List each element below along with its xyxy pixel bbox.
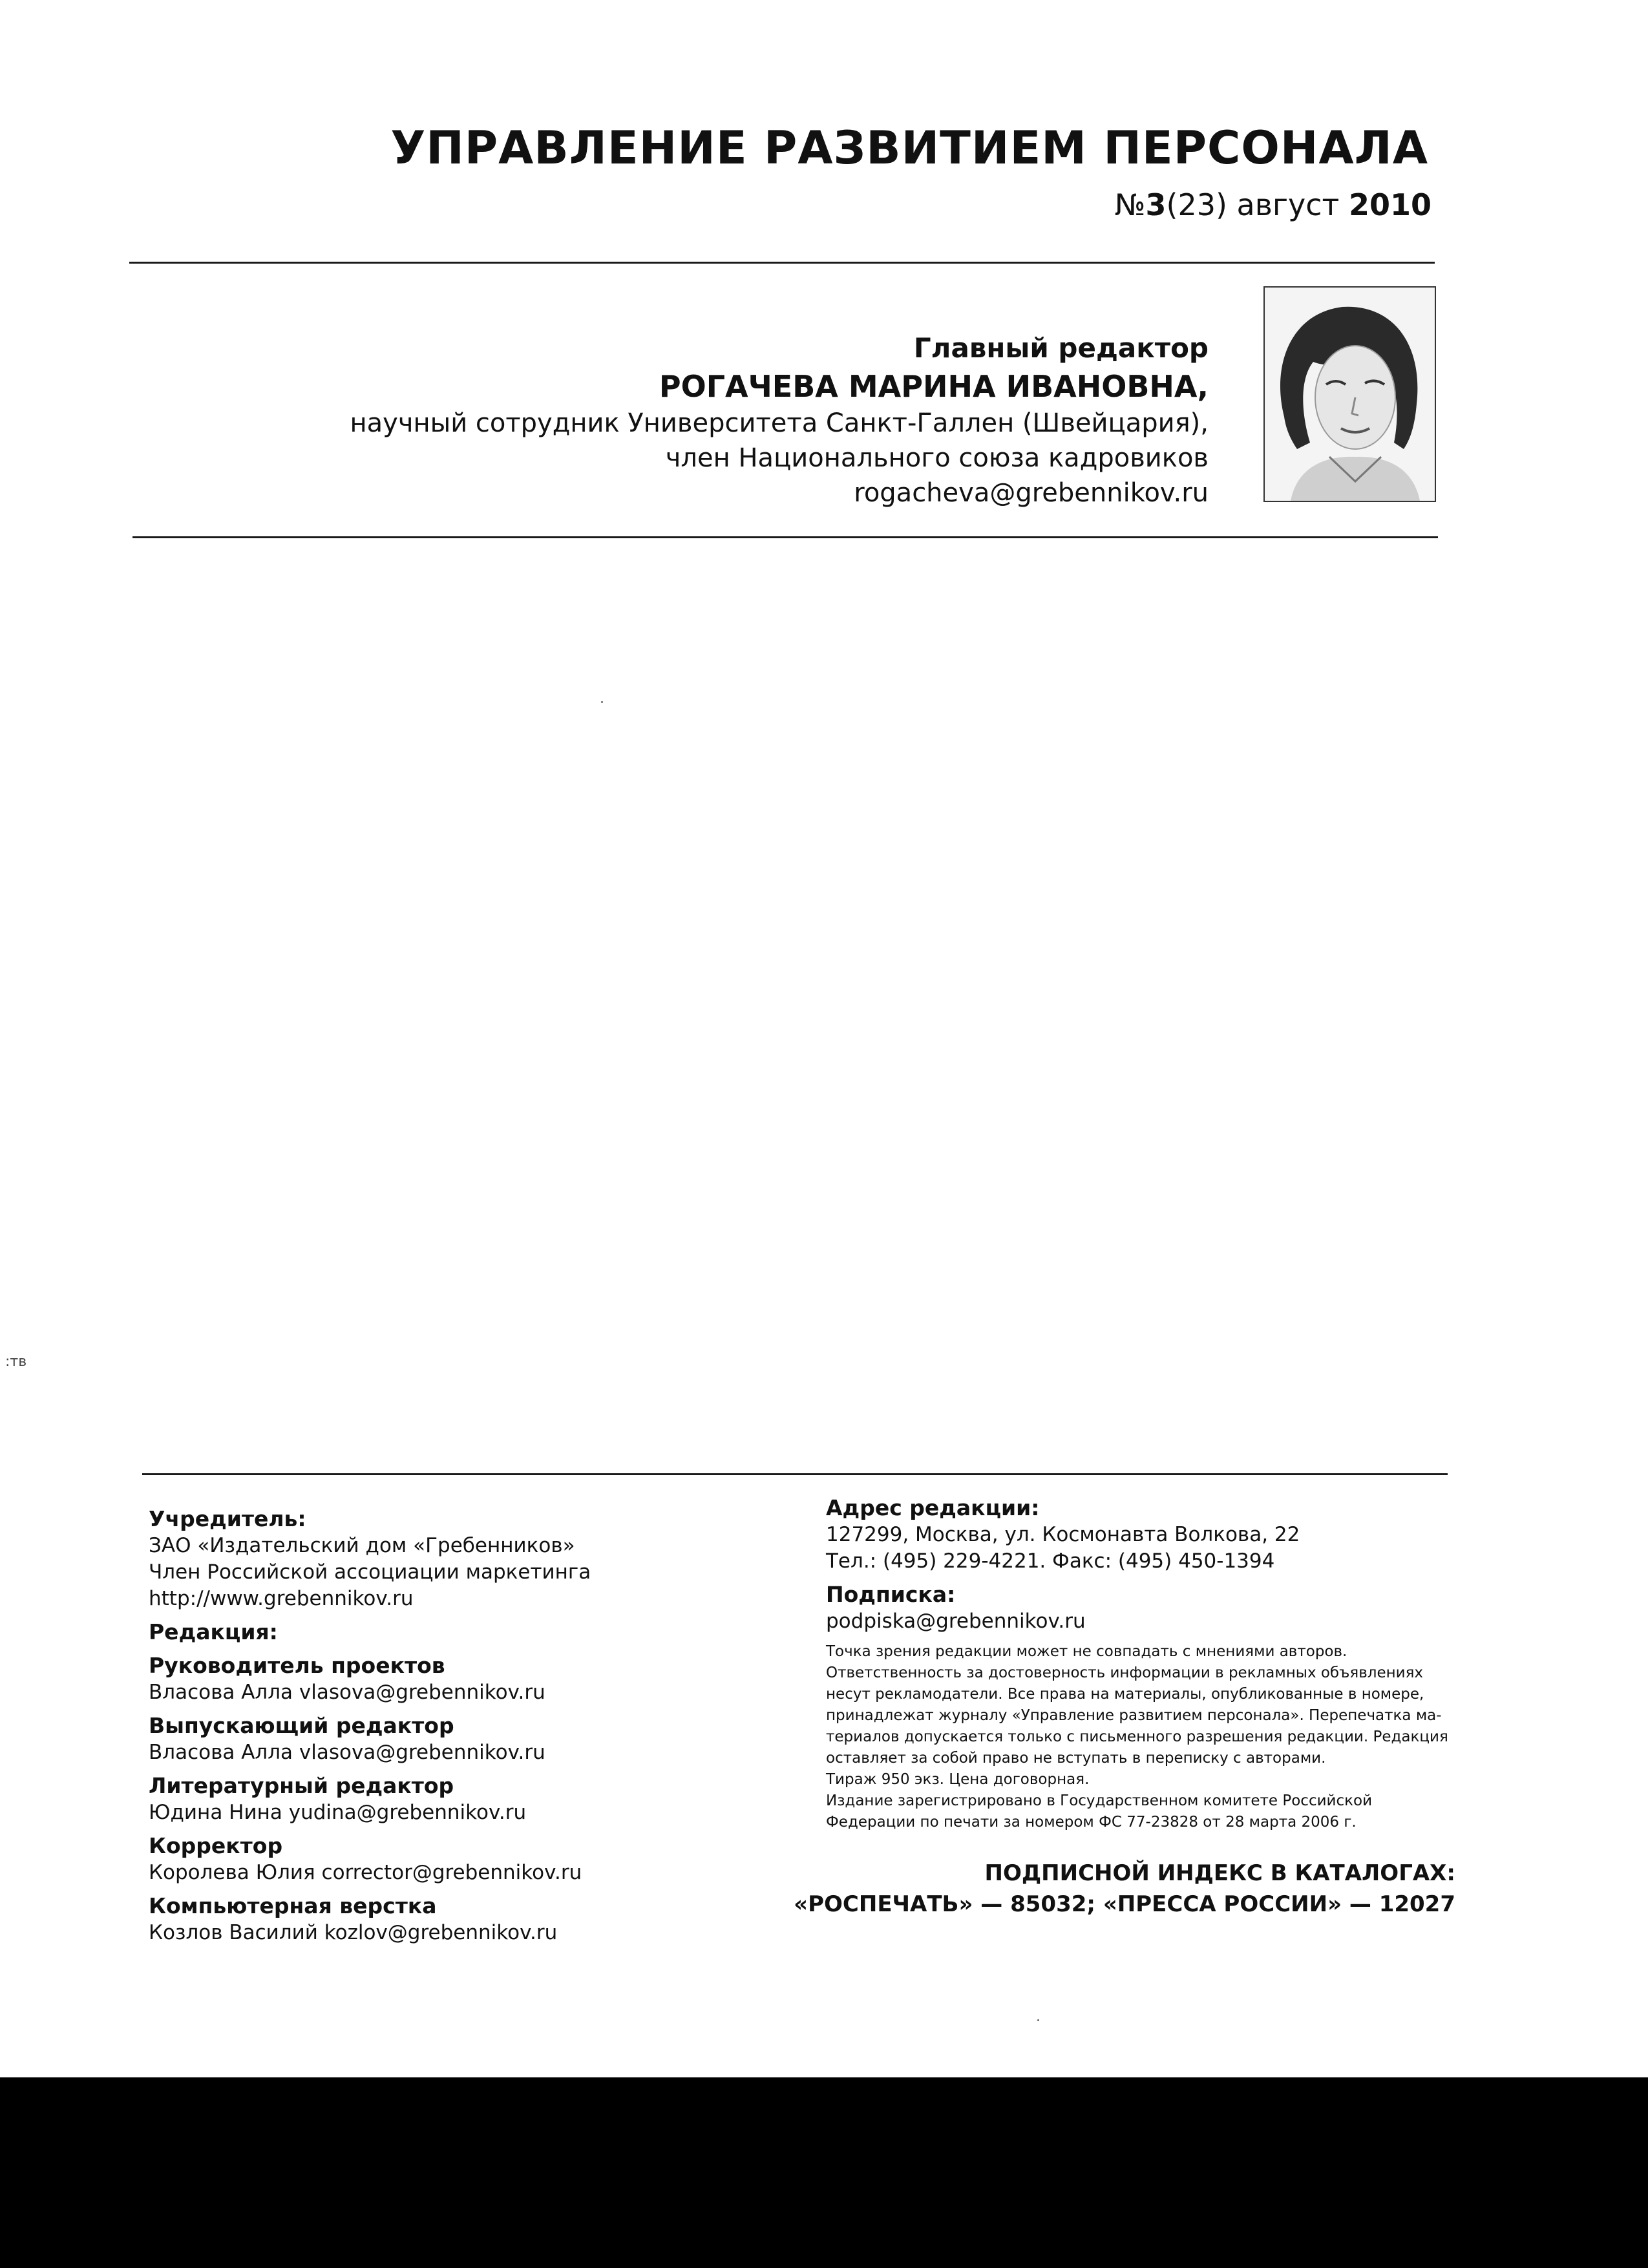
subscription-index-codes: «РОСПЕЧАТЬ» — 85032; «ПРЕССА РОССИИ» — 12027 xyxy=(794,1891,1455,1917)
header-divider xyxy=(129,262,1435,264)
disclaimer-line: териалов допускается только с письменного разрешения редакции. Редакция xyxy=(826,1728,1448,1745)
disclaimer-line: несут рекламодатели. Все права на материалы, опубликованные в номере, xyxy=(826,1686,1424,1703)
staff-person: Власова Алла vlasova@grebennikov.ru xyxy=(149,1741,545,1764)
registration-line: Издание зарегистрировано в Государственном комитете Российской xyxy=(826,1792,1373,1809)
disclaimer xyxy=(826,1641,1472,1833)
journal-title: УПРАВЛЕНИЕ РАЗВИТИЕМ ПЕРСОНАЛА xyxy=(390,121,1428,174)
staff-person: Юдина Нина yudina@grebennikov.ru xyxy=(149,1801,527,1824)
staff-role: Литературный редактор xyxy=(149,1773,454,1798)
editor-block xyxy=(350,330,1209,510)
issue-prefix: № xyxy=(1114,187,1146,222)
editor-role: Главный редактор xyxy=(913,332,1209,364)
staff-role: Выпускающий редактор xyxy=(149,1713,454,1738)
editorial-heading: Редакция: xyxy=(149,1619,278,1644)
circulation-line: Тираж 950 экз. Цена договорная. xyxy=(826,1771,1090,1788)
editor-position: научный сотрудник Университета Санкт-Галлен (Швейцария), xyxy=(350,408,1209,438)
staff-person: Королева Юлия corrector@grebennikov.ru xyxy=(149,1861,582,1884)
address-heading: Адрес редакции: xyxy=(826,1495,1040,1520)
founder-line: ЗАО «Издательский дом «Гребенников» xyxy=(149,1534,575,1557)
margin-mark: :тв xyxy=(5,1354,27,1370)
subscription-heading: Подписка: xyxy=(826,1582,956,1607)
founder-line: Член Российской ассоциации маркетинга xyxy=(149,1560,591,1584)
scan-speck xyxy=(1037,2019,1039,2021)
staff-role: Руководитель проектов xyxy=(149,1653,445,1678)
scan-speck xyxy=(601,701,603,703)
subscription-email: podpiska@grebennikov.ru xyxy=(826,1610,1086,1633)
disclaimer-line: Ответственность за достоверность информации в рекламных объявлениях xyxy=(826,1664,1424,1681)
issue-total: (23) xyxy=(1166,187,1227,222)
editor-portrait-icon xyxy=(1265,288,1435,501)
imprint-right-column xyxy=(826,1495,1472,1833)
editor-photo xyxy=(1263,286,1436,502)
issue-number: 3 xyxy=(1145,187,1167,222)
founder-website: http://www.grebennikov.ru xyxy=(149,1587,414,1610)
staff-role: Корректор xyxy=(149,1833,283,1858)
staff-role: Компьютерная верстка xyxy=(149,1893,437,1918)
editor-divider xyxy=(132,536,1438,538)
address-line: 127299, Москва, ул. Космонавта Волкова, 22 xyxy=(826,1523,1300,1546)
issue-info xyxy=(1115,187,1431,222)
phone-fax-line: Тел.: (495) 229-4221. Факс: (495) 450-1394 xyxy=(826,1549,1275,1573)
staff-person: Власова Алла vlasova@grebennikov.ru xyxy=(149,1681,545,1704)
disclaimer-line: принадлежат журналу «Управление развитием персонала». Перепечатка ма- xyxy=(826,1707,1442,1724)
editor-membership: член Национального союза кадровиков xyxy=(665,443,1209,473)
editor-name: РОГАЧЕВА МАРИНА ИВАНОВНА, xyxy=(659,369,1209,404)
subscription-index-title: ПОДПИСНОЙ ИНДЕКС В КАТАЛОГАХ: xyxy=(984,1860,1455,1886)
registration-line: Федерации по печати за номером ФС 77-23828 от 28 марта 2006 г. xyxy=(826,1814,1357,1831)
imprint-left-column xyxy=(149,1506,795,1946)
scan-black-band xyxy=(0,2077,1648,2268)
imprint-divider xyxy=(142,1473,1448,1475)
subscription-index xyxy=(794,1858,1455,1920)
disclaimer-line: Точка зрения редакции может не совпадать с мнениями авторов. xyxy=(826,1643,1347,1660)
editor-email: rogacheva@grebennikov.ru xyxy=(854,478,1209,508)
issue-year: 2010 xyxy=(1348,187,1431,222)
issue-month: август xyxy=(1227,187,1349,222)
founder-heading: Учредитель: xyxy=(149,1506,306,1531)
staff-person: Козлов Василий kozlov@grebennikov.ru xyxy=(149,1921,558,1944)
disclaimer-line: оставляет за собой право не вступать в переписку с авторами. xyxy=(826,1750,1326,1767)
